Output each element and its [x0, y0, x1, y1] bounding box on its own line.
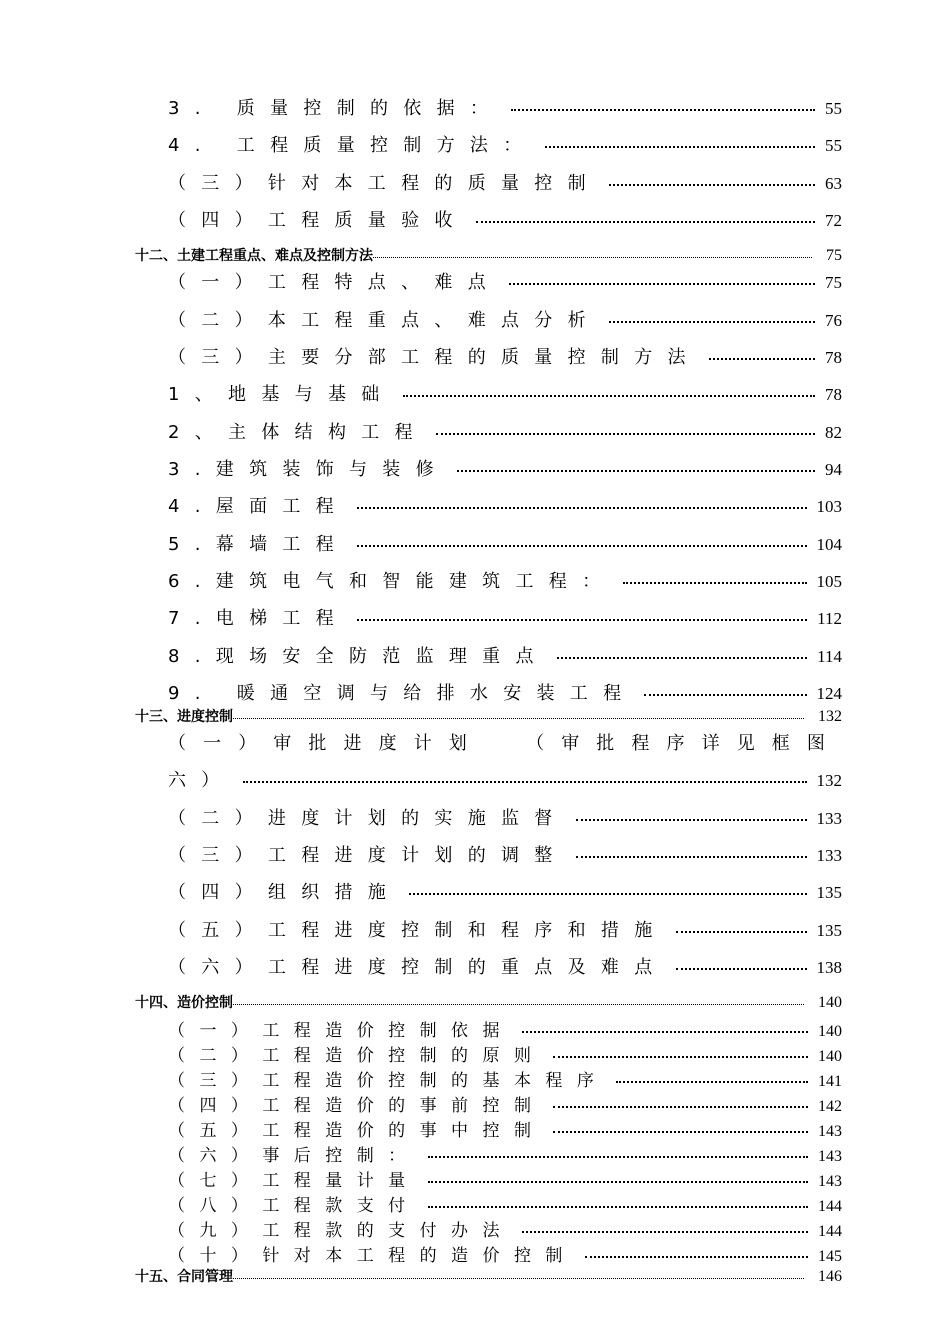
toc-heading-title: 十二、土建工程重点、难点及控制方法: [135, 248, 373, 264]
toc-entry-title: 3. 质量控制的依据：: [168, 98, 504, 119]
toc-leader: [233, 1004, 804, 1005]
toc-entry-page: 124: [816, 684, 842, 703]
toc-entry[interactable]: [168, 131, 842, 157]
toc-leader: [357, 619, 807, 621]
toc-leader: [609, 321, 815, 323]
toc-heading[interactable]: [135, 706, 842, 726]
toc-entry-page: 144: [818, 1198, 842, 1215]
toc-leader: [522, 1231, 808, 1233]
toc-leader: [553, 1131, 808, 1133]
toc-heading-page: 132: [818, 708, 842, 725]
toc-leader: [428, 1156, 808, 1158]
toc-entry[interactable]: [168, 1066, 842, 1091]
toc-entry-page: 104: [816, 535, 842, 554]
toc-entry-page: 105: [816, 572, 842, 591]
toc-leader: [676, 931, 807, 933]
toc-entry[interactable]: [168, 604, 842, 630]
toc-entry-page: 133: [816, 809, 842, 828]
toc-entry-page: 140: [818, 1023, 842, 1040]
toc-entry[interactable]: [168, 1091, 842, 1116]
toc-entry[interactable]: [168, 878, 842, 904]
toc-entry-page: 76: [825, 311, 842, 330]
toc-leader: [522, 1031, 808, 1033]
toc-entry-page: 72: [825, 211, 842, 230]
toc-entry-title: （六）工程进度控制的重点及难点: [168, 957, 668, 978]
toc-entry[interactable]: [168, 567, 842, 593]
toc-entry-title: （二）本工程重点、难点分析: [168, 310, 601, 331]
toc-entry-title: （二）进度计划的实施监督: [168, 808, 568, 829]
toc-heading-page: 146: [818, 1268, 842, 1285]
toc-entry-page: 94: [825, 460, 842, 479]
toc-entry-title: （一）工程造价控制依据: [168, 1021, 514, 1041]
toc-entry-title: （六）事后控制：: [168, 1146, 420, 1166]
toc-entry-page: 138: [816, 958, 842, 977]
toc-entry-title: （十）针对本工程的造价控制: [168, 1246, 577, 1266]
toc-entry[interactable]: [168, 1241, 842, 1266]
toc-entry[interactable]: [168, 953, 842, 979]
toc-entry-page: 103: [816, 497, 842, 516]
toc-leader: [357, 545, 807, 547]
toc-entry-page: 140: [818, 1048, 842, 1065]
toc-entry[interactable]: [168, 492, 842, 518]
toc-entry-title: （四）工程质量验收: [168, 210, 468, 231]
toc-entry[interactable]: [168, 306, 842, 332]
toc-entry-page: 135: [816, 921, 842, 940]
toc-entry-title: 2、主体结构工程: [168, 422, 428, 443]
toc-entry-title-end: 六）: [168, 770, 235, 791]
toc-heading[interactable]: [135, 245, 842, 265]
toc-entry[interactable]: [168, 455, 842, 481]
toc-entry-page: 143: [818, 1173, 842, 1190]
toc-heading-page: 140: [818, 994, 842, 1011]
toc-entry[interactable]: [168, 1116, 842, 1141]
toc-leader: [676, 968, 807, 970]
toc-leader: [428, 1206, 808, 1208]
toc-entry[interactable]: [168, 206, 842, 232]
toc-entry-page: 144: [818, 1223, 842, 1240]
toc-entry-title: 4.屋面工程: [168, 496, 349, 517]
toc-leader: [644, 694, 806, 696]
toc-entry-page: 55: [825, 136, 842, 155]
toc-entry[interactable]: [168, 1216, 842, 1241]
toc-entry-page: 135: [816, 883, 842, 902]
toc-entry-title: 5.幕墙工程: [168, 534, 349, 555]
toc-leader: [436, 433, 815, 435]
toc-entry[interactable]: [168, 268, 842, 294]
toc-entry[interactable]: [168, 380, 842, 406]
toc-leader: [553, 1056, 808, 1058]
toc-leader: [243, 781, 807, 783]
toc-leader: [357, 507, 807, 509]
toc-entry-title: （四）工程造价的事前控制: [168, 1096, 546, 1116]
toc-entry[interactable]: [168, 530, 842, 556]
toc-entry-page: 143: [818, 1148, 842, 1165]
toc-entry[interactable]: [168, 418, 842, 444]
toc-entry-title: 8.现场安全防范监理重点: [168, 646, 549, 667]
toc-leader: [409, 893, 806, 895]
toc-entry[interactable]: [168, 1141, 842, 1166]
toc-leader: [476, 221, 815, 223]
toc-entry-title: 4. 工程质量控制方法：: [168, 135, 537, 156]
toc-entry-title: （五）工程造价的事中控制: [168, 1121, 546, 1141]
toc-entry-page: 78: [825, 348, 842, 367]
toc-entry[interactable]: [168, 1166, 842, 1191]
toc-entry-page: 141: [818, 1073, 842, 1090]
toc-leader: [585, 1256, 808, 1258]
toc-entry[interactable]: [168, 642, 842, 668]
toc-leader: [373, 257, 812, 258]
toc-leader: [233, 1278, 804, 1279]
toc-entry[interactable]: [168, 841, 842, 867]
toc-entry[interactable]: [168, 804, 842, 830]
toc-leader: [553, 1106, 808, 1108]
toc-leader: [509, 283, 815, 285]
toc-heading-title: 十五、合同管理: [135, 1269, 233, 1285]
toc-entry[interactable]: [168, 169, 842, 195]
toc-leader: [545, 146, 816, 148]
toc-entry-title: （四）组织措施: [168, 882, 402, 903]
toc-entry-title: （一）工程特点、难点: [168, 272, 501, 293]
toc-entry-title: 7.电梯工程: [168, 608, 349, 629]
toc-entry[interactable]: [168, 916, 842, 942]
toc-entry-title: （一）审批进度计划: [168, 733, 484, 754]
toc-leader: [709, 358, 815, 360]
toc-entry-title: 3.建筑装饰与装修: [168, 459, 449, 480]
toc-entry-page: 63: [825, 174, 842, 193]
toc-entry-title: （七）工程量计量: [168, 1171, 420, 1191]
toc-leader: [511, 109, 815, 111]
toc-entry-title: 6.建筑电气和智能建筑工程：: [168, 571, 616, 592]
toc-entry[interactable]: [168, 343, 842, 369]
toc-entry-page: 82: [825, 423, 842, 442]
toc-entry[interactable]: [168, 766, 842, 792]
toc-heading[interactable]: [135, 1266, 842, 1286]
toc-entry-title: （八）工程款支付: [168, 1196, 420, 1216]
toc-entry-title: （三）针对本工程的质量控制: [168, 173, 601, 194]
toc-entry[interactable]: [168, 679, 842, 705]
toc-entry-page: 132: [816, 771, 842, 790]
toc-entry-title: （三）工程造价控制的基本程序: [168, 1071, 609, 1091]
toc-entry[interactable]: [168, 1041, 842, 1066]
toc-leader: [576, 856, 807, 858]
toc-leader: [609, 184, 815, 186]
toc-leader: [428, 1181, 808, 1183]
toc-entry-page: 78: [825, 385, 842, 404]
toc-leader: [557, 657, 807, 659]
toc-heading-title: 十四、造价控制: [135, 995, 233, 1011]
toc-entry-page: 142: [818, 1098, 842, 1115]
toc-leader: [457, 470, 815, 472]
toc-entry-page: 145: [818, 1248, 842, 1265]
toc-entry-page: 75: [825, 273, 842, 292]
toc-leader: [403, 395, 815, 397]
toc-entry[interactable]: [168, 1191, 842, 1216]
toc-entry[interactable]: [168, 94, 842, 120]
toc-heading[interactable]: [135, 992, 842, 1012]
toc-leader: [576, 819, 807, 821]
toc-entry-title: （三）工程进度计划的调整: [168, 845, 568, 866]
toc-entry-title: 1、地基与基础: [168, 384, 395, 405]
toc-heading-page: 75: [826, 247, 842, 264]
toc-entry-wrapped[interactable]: [168, 729, 842, 755]
toc-entry[interactable]: [168, 1016, 842, 1041]
toc-leader: [623, 582, 806, 584]
toc-entry-title: （二）工程造价控制的原则: [168, 1046, 546, 1066]
toc-entry-page: 55: [825, 99, 842, 118]
toc-entry-title: （三）主要分部工程的质量控制方法: [168, 347, 701, 368]
toc-heading-title: 十三、进度控制: [135, 709, 233, 725]
toc-entry-page: 143: [818, 1123, 842, 1140]
toc-entry-page: 133: [816, 846, 842, 865]
toc-leader: [616, 1081, 808, 1083]
toc-entry-title: （五）工程进度控制和程序和措施: [168, 920, 668, 941]
toc-entry-title: （九）工程款的支付办法: [168, 1221, 514, 1241]
toc-leader: [233, 718, 804, 719]
toc-entry-title-cont: （审批程序详见框图: [526, 733, 842, 754]
toc-entry-page: 114: [817, 647, 842, 666]
toc-entry-page: 112: [817, 609, 842, 628]
toc-entry-title: 9. 暖通空调与给排水安装工程: [168, 683, 637, 704]
